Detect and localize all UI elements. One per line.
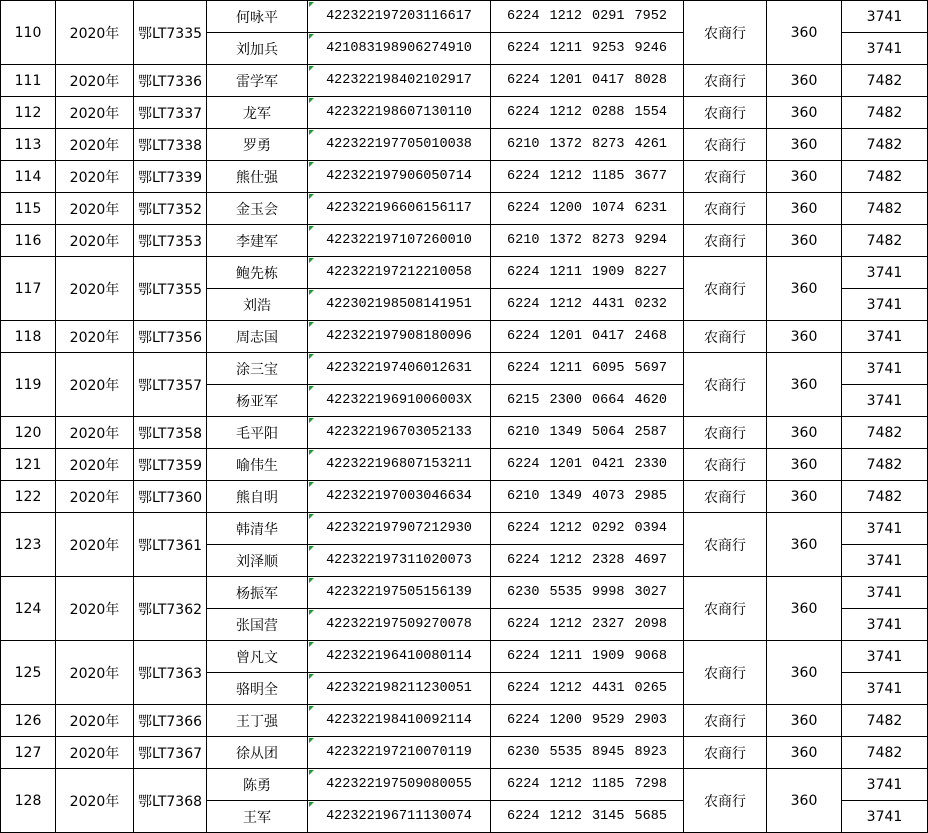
name-cell: 周志国 xyxy=(207,321,308,353)
year-cell: 2020年 xyxy=(56,353,134,417)
row-number-cell: 122 xyxy=(1,481,56,513)
row-number-cell: 121 xyxy=(1,449,56,481)
bank-card-cell: 6230 5535 8945 8923 xyxy=(491,737,684,769)
amount-cell: 7482 xyxy=(842,65,928,97)
amount-cell: 7482 xyxy=(842,225,928,257)
table-row xyxy=(1,65,928,97)
name-cell: 王丁强 xyxy=(207,705,308,737)
bank-card-cell: 6224 1212 1185 7298 xyxy=(491,769,684,801)
name-cell: 熊仕强 xyxy=(207,161,308,193)
year-cell: 2020年 xyxy=(56,97,134,129)
row-number-cell: 127 xyxy=(1,737,56,769)
days-cell: 360 xyxy=(767,225,842,257)
plate-cell: 鄂LT7367 xyxy=(134,737,207,769)
bank-name-cell: 农商行 xyxy=(684,577,767,641)
plate-cell: 鄂LT7360 xyxy=(134,481,207,513)
amount-cell: 7482 xyxy=(842,161,928,193)
amount-cell: 7482 xyxy=(842,417,928,449)
amount-cell: 3741 xyxy=(842,545,928,577)
id-number-cell: 422322197505156139 xyxy=(308,577,491,609)
bank-name-cell: 农商行 xyxy=(684,417,767,449)
bank-name-cell: 农商行 xyxy=(684,641,767,705)
name-cell: 曾凡文 xyxy=(207,641,308,673)
amount-cell: 3741 xyxy=(842,673,928,705)
plate-cell: 鄂LT7356 xyxy=(134,321,207,353)
bank-card-cell: 6230 5535 9998 3027 xyxy=(491,577,684,609)
name-cell: 毛平阳 xyxy=(207,417,308,449)
name-cell: 陈勇 xyxy=(207,769,308,801)
bank-card-cell: 6224 1212 4431 0232 xyxy=(491,289,684,321)
days-cell: 360 xyxy=(767,353,842,417)
table-row xyxy=(1,129,928,161)
bank-name-cell: 农商行 xyxy=(684,321,767,353)
id-number-cell: 421083198906274910 xyxy=(308,33,491,65)
amount-cell: 3741 xyxy=(842,257,928,289)
plate-cell: 鄂LT7357 xyxy=(134,353,207,417)
bank-card-cell: 6210 1372 8273 4261 xyxy=(491,129,684,161)
bank-name-cell: 农商行 xyxy=(684,193,767,225)
row-number-cell: 116 xyxy=(1,225,56,257)
amount-cell: 3741 xyxy=(842,577,928,609)
table-row xyxy=(1,417,928,449)
name-cell: 王军 xyxy=(207,801,308,833)
bank-card-cell: 6224 1212 0292 0394 xyxy=(491,513,684,545)
year-cell: 2020年 xyxy=(56,449,134,481)
name-cell: 刘加兵 xyxy=(207,33,308,65)
plate-cell: 鄂LT7336 xyxy=(134,65,207,97)
name-cell: 涂三宝 xyxy=(207,353,308,385)
name-cell: 鲍先栋 xyxy=(207,257,308,289)
bank-card-cell: 6224 1201 0417 2468 xyxy=(491,321,684,353)
bank-name-cell: 农商行 xyxy=(684,769,767,833)
days-cell: 360 xyxy=(767,737,842,769)
days-cell: 360 xyxy=(767,417,842,449)
table-row xyxy=(1,321,928,353)
plate-cell: 鄂LT7358 xyxy=(134,417,207,449)
year-cell: 2020年 xyxy=(56,513,134,577)
row-number-cell: 117 xyxy=(1,257,56,321)
name-cell: 刘泽顺 xyxy=(207,545,308,577)
bank-name-cell: 农商行 xyxy=(684,737,767,769)
name-cell: 骆明全 xyxy=(207,673,308,705)
plate-cell: 鄂LT7359 xyxy=(134,449,207,481)
days-cell: 360 xyxy=(767,321,842,353)
table-row xyxy=(1,705,928,737)
id-number-cell: 422322196410080114 xyxy=(308,641,491,673)
bank-name-cell: 农商行 xyxy=(684,97,767,129)
bank-name-cell: 农商行 xyxy=(684,481,767,513)
id-number-cell: 422322196703052133 xyxy=(308,417,491,449)
table-row xyxy=(1,161,928,193)
table-body xyxy=(1,1,928,833)
plate-cell: 鄂LT7352 xyxy=(134,193,207,225)
amount-cell: 7482 xyxy=(842,193,928,225)
name-cell: 何咏平 xyxy=(207,1,308,33)
bank-card-cell: 6224 1212 2328 4697 xyxy=(491,545,684,577)
id-number-cell: 422322198410092114 xyxy=(308,705,491,737)
name-cell: 杨亚军 xyxy=(207,385,308,417)
bank-card-cell: 6224 1211 9253 9246 xyxy=(491,33,684,65)
days-cell: 360 xyxy=(767,1,842,65)
id-number-cell: 422322197212210058 xyxy=(308,257,491,289)
bank-card-cell: 6224 1211 1909 8227 xyxy=(491,257,684,289)
table-row xyxy=(1,97,928,129)
year-cell: 2020年 xyxy=(56,225,134,257)
row-number-cell: 113 xyxy=(1,129,56,161)
days-cell: 360 xyxy=(767,705,842,737)
name-cell: 徐从团 xyxy=(207,737,308,769)
id-number-cell: 422322197509080055 xyxy=(308,769,491,801)
name-cell: 罗勇 xyxy=(207,129,308,161)
bank-card-cell: 6224 1200 1074 6231 xyxy=(491,193,684,225)
name-cell: 韩清华 xyxy=(207,513,308,545)
row-number-cell: 115 xyxy=(1,193,56,225)
amount-cell: 3741 xyxy=(842,801,928,833)
id-number-cell: 422322196711130074 xyxy=(308,801,491,833)
year-cell: 2020年 xyxy=(56,769,134,833)
bank-card-cell: 6215 2300 0664 4620 xyxy=(491,385,684,417)
bank-card-cell: 6224 1201 0421 2330 xyxy=(491,449,684,481)
table-row xyxy=(1,769,928,801)
row-number-cell: 125 xyxy=(1,641,56,705)
bank-card-cell: 6224 1212 2327 2098 xyxy=(491,609,684,641)
plate-cell: 鄂LT7335 xyxy=(134,1,207,65)
id-number-cell: 422322198607130110 xyxy=(308,97,491,129)
name-cell: 金玉会 xyxy=(207,193,308,225)
year-cell: 2020年 xyxy=(56,1,134,65)
name-cell: 龙军 xyxy=(207,97,308,129)
days-cell: 360 xyxy=(767,513,842,577)
amount-cell: 3741 xyxy=(842,769,928,801)
bank-card-cell: 6224 1211 6095 5697 xyxy=(491,353,684,385)
days-cell: 360 xyxy=(767,65,842,97)
bank-name-cell: 农商行 xyxy=(684,705,767,737)
table-row xyxy=(1,481,928,513)
plate-cell: 鄂LT7361 xyxy=(134,513,207,577)
amount-cell: 3741 xyxy=(842,321,928,353)
amount-cell: 7482 xyxy=(842,705,928,737)
id-number-cell: 422322197509270078 xyxy=(308,609,491,641)
bank-name-cell: 农商行 xyxy=(684,1,767,65)
table-row xyxy=(1,225,928,257)
year-cell: 2020年 xyxy=(56,417,134,449)
id-number-cell: 42232219691006003X xyxy=(308,385,491,417)
days-cell: 360 xyxy=(767,193,842,225)
table-row xyxy=(1,641,928,673)
bank-card-cell: 6210 1372 8273 9294 xyxy=(491,225,684,257)
name-cell: 熊自明 xyxy=(207,481,308,513)
amount-cell: 7482 xyxy=(842,737,928,769)
id-number-cell: 422322197705010038 xyxy=(308,129,491,161)
id-number-cell: 422322197906050714 xyxy=(308,161,491,193)
days-cell: 360 xyxy=(767,161,842,193)
table-row xyxy=(1,577,928,609)
plate-cell: 鄂LT7368 xyxy=(134,769,207,833)
bank-card-cell: 6210 1349 5064 2587 xyxy=(491,417,684,449)
row-number-cell: 114 xyxy=(1,161,56,193)
days-cell: 360 xyxy=(767,769,842,833)
bank-name-cell: 农商行 xyxy=(684,161,767,193)
bank-name-cell: 农商行 xyxy=(684,129,767,161)
plate-cell: 鄂LT7363 xyxy=(134,641,207,705)
name-cell: 张国营 xyxy=(207,609,308,641)
amount-cell: 7482 xyxy=(842,97,928,129)
table-row xyxy=(1,737,928,769)
id-number-cell: 422322197908180096 xyxy=(308,321,491,353)
name-cell: 喻伟生 xyxy=(207,449,308,481)
year-cell: 2020年 xyxy=(56,161,134,193)
year-cell: 2020年 xyxy=(56,641,134,705)
year-cell: 2020年 xyxy=(56,129,134,161)
year-cell: 2020年 xyxy=(56,481,134,513)
id-number-cell: 422322197003046634 xyxy=(308,481,491,513)
days-cell: 360 xyxy=(767,577,842,641)
row-number-cell: 119 xyxy=(1,353,56,417)
row-number-cell: 124 xyxy=(1,577,56,641)
name-cell: 雷学军 xyxy=(207,65,308,97)
id-number-cell: 422322197311020073 xyxy=(308,545,491,577)
id-number-cell: 422302198508141951 xyxy=(308,289,491,321)
days-cell: 360 xyxy=(767,449,842,481)
id-number-cell: 422322198211230051 xyxy=(308,673,491,705)
table-row xyxy=(1,353,928,385)
year-cell: 2020年 xyxy=(56,65,134,97)
bank-card-cell: 6224 1212 0288 1554 xyxy=(491,97,684,129)
table-row xyxy=(1,449,928,481)
bank-name-cell: 农商行 xyxy=(684,353,767,417)
year-cell: 2020年 xyxy=(56,577,134,641)
row-number-cell: 112 xyxy=(1,97,56,129)
amount-cell: 3741 xyxy=(842,641,928,673)
id-number-cell: 422322197406012631 xyxy=(308,353,491,385)
bank-card-cell: 6224 1211 1909 9068 xyxy=(491,641,684,673)
bank-card-cell: 6224 1200 9529 2903 xyxy=(491,705,684,737)
id-number-cell: 422322196606156117 xyxy=(308,193,491,225)
amount-cell: 7482 xyxy=(842,481,928,513)
row-number-cell: 128 xyxy=(1,769,56,833)
year-cell: 2020年 xyxy=(56,257,134,321)
id-number-cell: 422322198402102917 xyxy=(308,65,491,97)
table-row xyxy=(1,257,928,289)
row-number-cell: 126 xyxy=(1,705,56,737)
year-cell: 2020年 xyxy=(56,321,134,353)
name-cell: 杨振军 xyxy=(207,577,308,609)
row-number-cell: 123 xyxy=(1,513,56,577)
bank-name-cell: 农商行 xyxy=(684,257,767,321)
bank-card-cell: 6224 1201 0417 8028 xyxy=(491,65,684,97)
year-cell: 2020年 xyxy=(56,705,134,737)
year-cell: 2020年 xyxy=(56,193,134,225)
id-number-cell: 422322197907212930 xyxy=(308,513,491,545)
id-number-cell: 422322197210070119 xyxy=(308,737,491,769)
row-number-cell: 118 xyxy=(1,321,56,353)
bank-card-cell: 6224 1212 1185 3677 xyxy=(491,161,684,193)
days-cell: 360 xyxy=(767,641,842,705)
plate-cell: 鄂LT7339 xyxy=(134,161,207,193)
days-cell: 360 xyxy=(767,481,842,513)
id-number-cell: 422322197203116617 xyxy=(308,1,491,33)
plate-cell: 鄂LT7355 xyxy=(134,257,207,321)
days-cell: 360 xyxy=(767,97,842,129)
amount-cell: 7482 xyxy=(842,129,928,161)
days-cell: 360 xyxy=(767,257,842,321)
bank-name-cell: 农商行 xyxy=(684,65,767,97)
plate-cell: 鄂LT7362 xyxy=(134,577,207,641)
amount-cell: 3741 xyxy=(842,33,928,65)
table-row xyxy=(1,1,928,33)
name-cell: 刘浩 xyxy=(207,289,308,321)
plate-cell: 鄂LT7366 xyxy=(134,705,207,737)
amount-cell: 3741 xyxy=(842,609,928,641)
plate-cell: 鄂LT7337 xyxy=(134,97,207,129)
bank-card-cell: 6210 1349 4073 2985 xyxy=(491,481,684,513)
plate-cell: 鄂LT7353 xyxy=(134,225,207,257)
table-row xyxy=(1,193,928,225)
amount-cell: 7482 xyxy=(842,449,928,481)
row-number-cell: 110 xyxy=(1,1,56,65)
bank-card-cell: 6224 1212 0291 7952 xyxy=(491,1,684,33)
bank-name-cell: 农商行 xyxy=(684,449,767,481)
bank-name-cell: 农商行 xyxy=(684,513,767,577)
amount-cell: 3741 xyxy=(842,385,928,417)
amount-cell: 3741 xyxy=(842,1,928,33)
amount-cell: 3741 xyxy=(842,289,928,321)
id-number-cell: 422322197107260010 xyxy=(308,225,491,257)
name-cell: 李建军 xyxy=(207,225,308,257)
bank-card-cell: 6224 1212 3145 5685 xyxy=(491,801,684,833)
amount-cell: 3741 xyxy=(842,513,928,545)
id-number-cell: 422322196807153211 xyxy=(308,449,491,481)
bank-card-cell: 6224 1212 4431 0265 xyxy=(491,673,684,705)
table-row xyxy=(1,513,928,545)
amount-cell: 3741 xyxy=(842,353,928,385)
plate-cell: 鄂LT7338 xyxy=(134,129,207,161)
bank-name-cell: 农商行 xyxy=(684,225,767,257)
row-number-cell: 120 xyxy=(1,417,56,449)
days-cell: 360 xyxy=(767,129,842,161)
year-cell: 2020年 xyxy=(56,737,134,769)
row-number-cell: 111 xyxy=(1,65,56,97)
